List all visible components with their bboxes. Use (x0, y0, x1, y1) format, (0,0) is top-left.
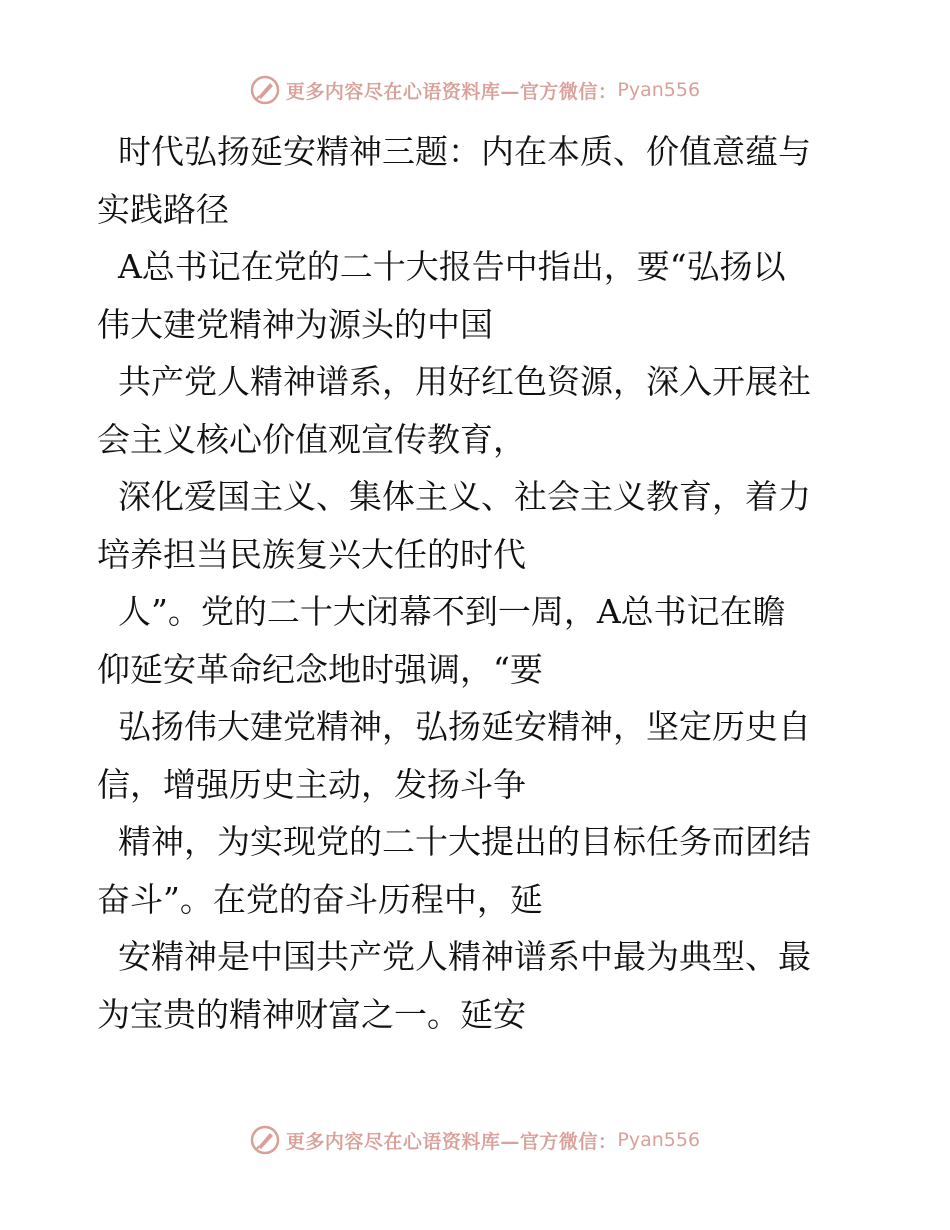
paragraph-4 (97, 468, 857, 583)
paragraph-4-line-2: 培养担当民族复兴大任的时代 (97, 534, 526, 574)
paragraph-2 (97, 238, 857, 353)
paragraph-8-line-2: 为宝贵的精神财富之一。延安 (97, 994, 526, 1034)
paragraph-1-line-2: 实践路径 (97, 189, 229, 229)
paragraph-6 (97, 698, 857, 813)
paragraph-6-line-2: 信，增强历史主动，发扬斗争 (97, 764, 526, 804)
paragraph-3-line-1: 共产党人精神谱系，用好红色资源，深入开展社 (97, 362, 811, 401)
footer-banner-text: 更多内容尽在心语资料库—官方微信： (285, 1130, 618, 1153)
paragraph-1-line-1: 时代弘扬延安精神三题：内在本质、价值意蕴与 (97, 132, 811, 171)
footer-banner (0, 1120, 950, 1160)
paragraph-2-line-2: 伟大建党精神为源头的中国 (97, 304, 493, 344)
paragraph-5 (97, 583, 857, 698)
paragraph-6-line-1: 弘扬伟大建党精神，弘扬延安精神，坚定历史自 (97, 707, 811, 746)
paragraph-7-line-2: 奋斗”。在党的奋斗历程中，延 (97, 879, 543, 919)
paragraph-3 (97, 353, 857, 468)
paragraph-7 (97, 813, 857, 928)
document-body (97, 123, 857, 1043)
header-banner-text: 更多内容尽在心语资料库—官方微信： (285, 80, 618, 103)
paragraph-4-line-1: 深化爱国主义、集体主义、社会主义教育，着力 (97, 477, 811, 516)
footer-wechat-id: Pyan556 (617, 1129, 701, 1151)
header-banner (0, 70, 950, 110)
paragraph-8-line-1: 安精神是中国共产党人精神谱系中最为典型、最 (97, 937, 811, 976)
paragraph-5-line-1: 人”。党的二十大闭幕不到一周，A总书记在瞻 (97, 592, 786, 631)
paragraph-7-line-1: 精神，为实现党的二十大提出的目标任务而团结 (97, 822, 811, 861)
quill-pen-circle-icon (250, 1125, 280, 1155)
paragraph-5-line-2: 仰延安革命纪念地时强调，“要 (97, 649, 543, 689)
quill-pen-circle-icon (250, 75, 280, 105)
paragraph-8 (97, 928, 857, 1043)
paragraph-3-line-2: 会主义核心价值观宣传教育， (97, 419, 526, 459)
header-wechat-id: Pyan556 (617, 79, 701, 101)
paragraph-1 (97, 123, 857, 238)
paragraph-2-line-1: A总书记在党的二十大报告中指出，要“弘扬以 (97, 247, 786, 286)
